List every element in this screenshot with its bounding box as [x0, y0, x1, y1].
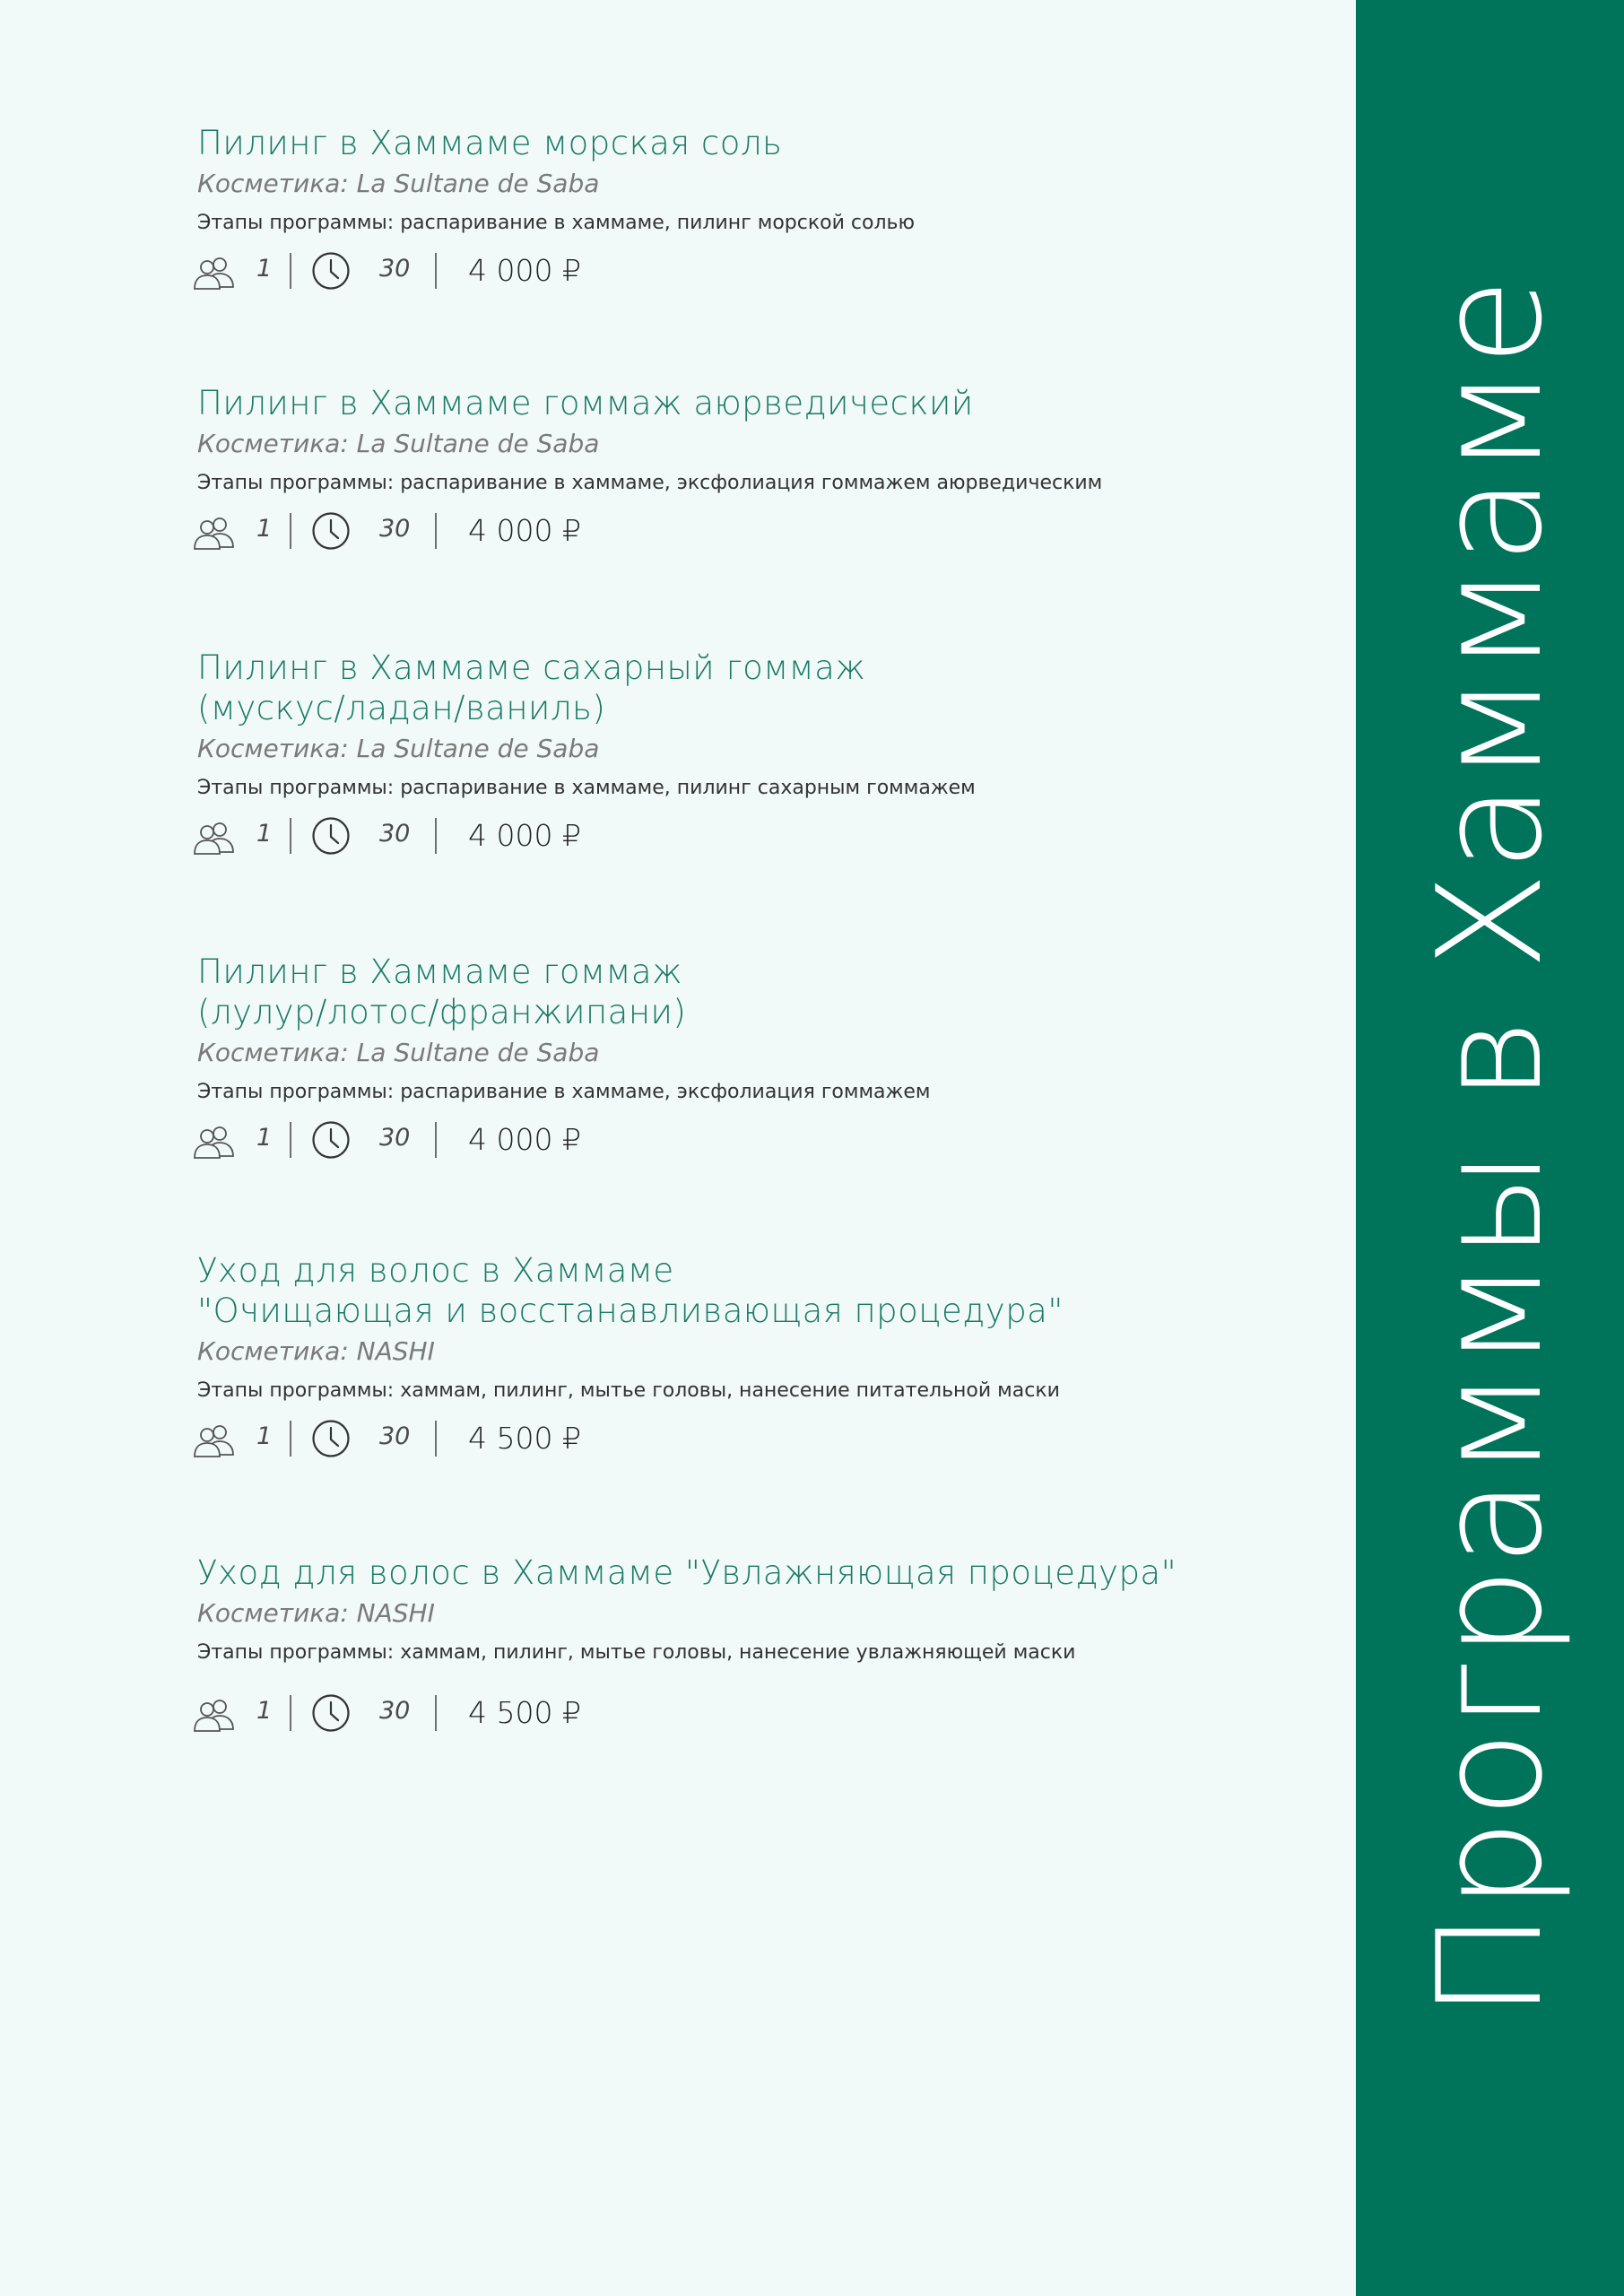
- program-title-line: Пилинг в Хаммаме морская соль: [197, 124, 783, 162]
- meta-divider: [290, 818, 291, 854]
- clock-icon: [311, 1693, 351, 1733]
- program-title-line: Уход для волос в Хаммаме "Увлажняющая процедура": [197, 1553, 1177, 1592]
- price: 4 000 ₽: [468, 513, 581, 548]
- program-brand: Косметика: La Sultane de Saba: [197, 734, 600, 763]
- sidebar-title: Программы в Хаммаме: [1405, 276, 1574, 2020]
- price: 4 000 ₽: [468, 1122, 581, 1157]
- meta-divider: [290, 1421, 291, 1457]
- duration-value: 30: [379, 1697, 411, 1725]
- meta-divider: [290, 513, 291, 549]
- clock-icon: [311, 1120, 351, 1160]
- program-title: [197, 1552, 1273, 1593]
- program-stages: Этапы программы: распаривание в хаммаме, эксфолиация гоммажем: [197, 1081, 931, 1103]
- meta-divider: [290, 1695, 291, 1731]
- clock-icon: [311, 511, 351, 551]
- program-brand: Косметика: NASHI: [197, 1336, 435, 1366]
- program-brand: Косметика: La Sultane de Saba: [197, 429, 600, 458]
- program-stages: Этапы программы: хаммам, пилинг, мытье головы, нанесение увлажняющей маски: [197, 1641, 1076, 1664]
- program-meta: [197, 816, 1273, 856]
- duration-value: 30: [379, 1124, 411, 1152]
- program-title-line: Уход для волос в Хаммаме: [197, 1251, 674, 1290]
- clock-icon: [311, 816, 351, 856]
- people-icon: [192, 515, 237, 551]
- price: 4 500 ₽: [468, 1421, 581, 1456]
- program-stages: Этапы программы: хаммам, пилинг, мытье головы, нанесение питательной маски: [197, 1379, 1060, 1402]
- program-item: [197, 383, 1273, 551]
- program-title-line: "Очищающая и восстанавливающая процедура": [197, 1292, 1064, 1330]
- program-meta: [197, 1419, 1273, 1458]
- program-title-line: Пилинг в Хаммаме гоммаж: [197, 952, 683, 991]
- people-count: 1: [256, 255, 273, 283]
- program-stages: Этапы программы: распаривание в хаммаме, пилинг сахарным гоммажем: [197, 777, 976, 799]
- program-title: [197, 123, 1273, 163]
- program-meta: [197, 1693, 1273, 1733]
- program-meta: [197, 511, 1273, 551]
- price: 4 500 ₽: [468, 1695, 581, 1730]
- meta-divider: [290, 1122, 291, 1158]
- program-title-line: Пилинг в Хаммаме гоммаж аюрведический: [197, 384, 974, 422]
- program-stages: Этапы программы: распаривание в хаммаме, эксфолиация гоммажем аюрведическим: [197, 472, 1103, 494]
- program-title: [197, 648, 1273, 728]
- program-item: [197, 952, 1273, 1160]
- meta-divider: [435, 818, 437, 854]
- meta-divider: [435, 1122, 437, 1158]
- program-item: [197, 648, 1273, 856]
- meta-divider: [435, 1421, 437, 1457]
- program-meta: [197, 1120, 1273, 1160]
- program-brand: Косметика: La Sultane de Saba: [197, 169, 600, 198]
- program-stages: Этапы программы: распаривание в хаммаме, пилинг морской солью: [197, 212, 916, 234]
- price: 4 000 ₽: [468, 818, 581, 853]
- people-icon: [192, 1422, 237, 1458]
- people-count: 1: [256, 515, 273, 543]
- program-title-line: (мускус/ладан/ваниль): [197, 689, 606, 727]
- meta-divider: [290, 253, 291, 289]
- duration-value: 30: [379, 820, 411, 848]
- program-title-line: Пилинг в Хаммаме сахарный гоммаж: [197, 648, 866, 687]
- program-item: [197, 1552, 1273, 1733]
- people-count: 1: [256, 1697, 273, 1725]
- duration-value: 30: [379, 1422, 411, 1450]
- duration-value: 30: [379, 255, 411, 283]
- people-icon: [192, 255, 237, 291]
- meta-divider: [435, 253, 437, 289]
- program-title-line: (лулур/лотос/франжипани): [197, 993, 687, 1031]
- program-item: [197, 123, 1273, 291]
- program-item: [197, 1250, 1273, 1458]
- people-icon: [192, 1124, 237, 1160]
- people-icon: [192, 1697, 237, 1733]
- people-count: 1: [256, 820, 273, 848]
- program-title: [197, 952, 1273, 1032]
- program-brand: Косметика: La Sultane de Saba: [197, 1038, 600, 1067]
- people-count: 1: [256, 1124, 273, 1152]
- price: 4 000 ₽: [468, 253, 581, 288]
- program-brand: Косметика: NASHI: [197, 1598, 435, 1628]
- people-icon: [192, 820, 237, 856]
- program-title: [197, 383, 1273, 423]
- clock-icon: [311, 1419, 351, 1458]
- sidebar: [1356, 0, 1624, 2296]
- clock-icon: [311, 251, 351, 291]
- program-meta: [197, 251, 1273, 291]
- program-title: [197, 1250, 1273, 1331]
- duration-value: 30: [379, 515, 411, 543]
- meta-divider: [435, 1695, 437, 1731]
- people-count: 1: [256, 1422, 273, 1450]
- meta-divider: [435, 513, 437, 549]
